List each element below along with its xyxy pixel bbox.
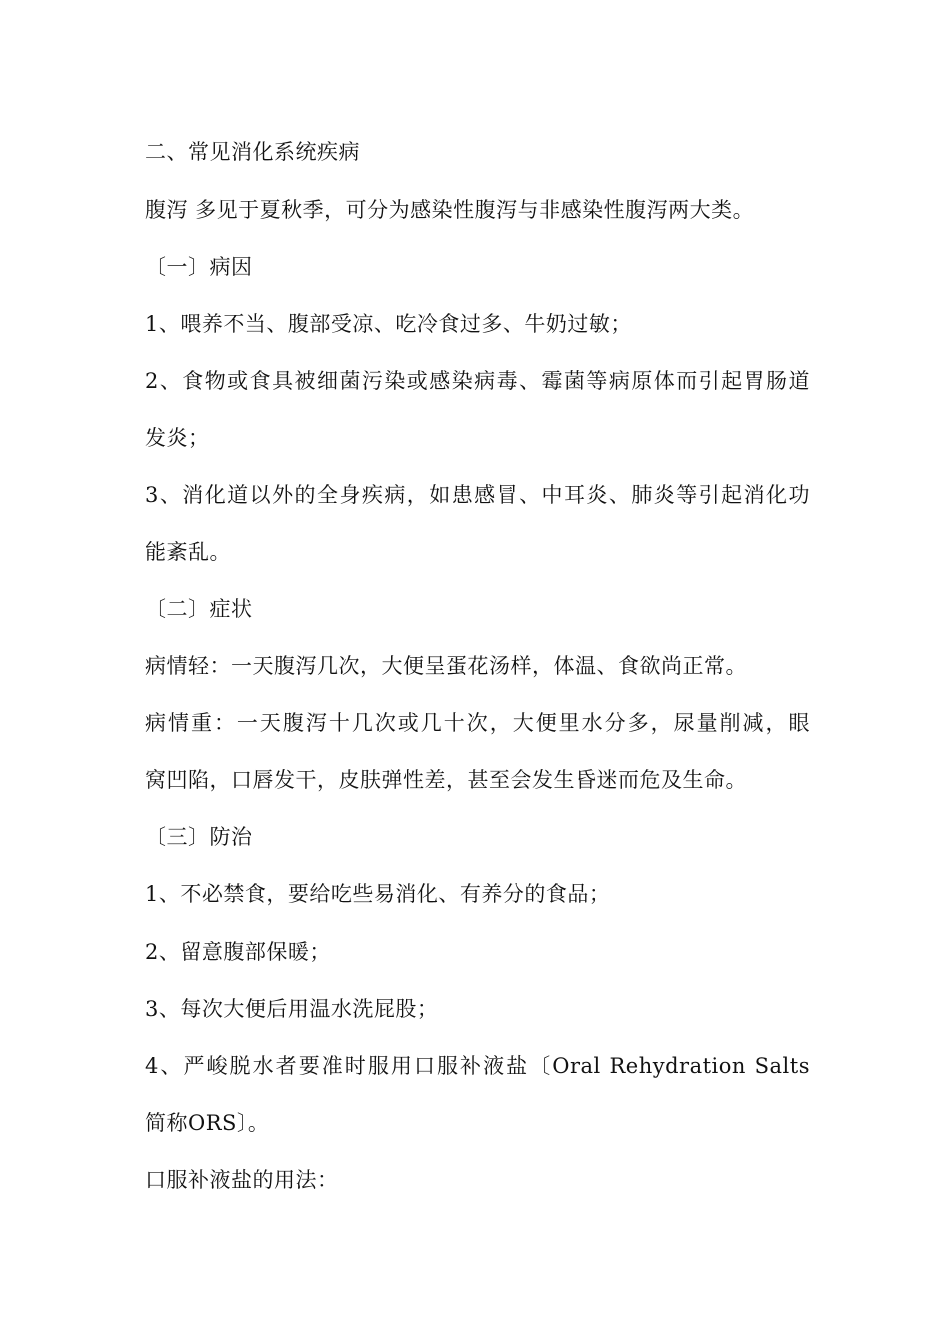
subheading-prevention: 〔三〕防治 — [145, 825, 253, 849]
diarrhea-intro: 腹泻 多见于夏秋季，可分为感染性腹泻与非感染性腹泻两大类。 — [145, 198, 755, 222]
cause-item-3-line-2: 能紊乱。 — [145, 540, 231, 564]
ors-usage-heading: 口服补液盐的用法： — [145, 1168, 339, 1192]
symptom-severe-line-1: 病情重：一天腹泻十几次或几十次，大便里水分多，尿量削减，眼 — [145, 711, 810, 735]
section-heading: 二、常见消化系统疾病 — [145, 140, 360, 164]
prevention-item-4-line-1: 4、严峻脱水者要准时服用口服补液盐〔Oral Rehydration Salts — [145, 1054, 810, 1078]
prevention-item-4-line-2: 简称ORS〕。 — [145, 1111, 270, 1135]
prevention-item-1: 1、不必禁食，要给吃些易消化、有养分的食品； — [145, 882, 611, 906]
subheading-symptoms: 〔二〕症状 — [145, 597, 253, 621]
cause-item-1: 1、喂养不当、腹部受凉、吃冷食过多、牛奶过敏； — [145, 312, 632, 336]
cause-item-2-line-2: 发炎； — [145, 426, 210, 450]
cause-item-2-line-1: 2、食物或食具被细菌污染或感染病毒、霉菌等病原体而引起胃肠道 — [145, 369, 810, 393]
symptom-mild: 病情轻：一天腹泻几次，大便呈蛋花汤样，体温、食欲尚正常。 — [145, 654, 747, 678]
symptom-severe-line-2: 窝凹陷，口唇发干，皮肤弹性差，甚至会发生昏迷而危及生命。 — [145, 768, 747, 792]
subheading-causes: 〔一〕病因 — [145, 255, 253, 279]
prevention-item-3: 3、每次大便后用温水洗屁股； — [145, 997, 439, 1021]
prevention-item-2: 2、留意腹部保暖； — [145, 940, 331, 964]
cause-item-3-line-1: 3、消化道以外的全身疾病，如患感冒、中耳炎、肺炎等引起消化功 — [145, 483, 810, 507]
